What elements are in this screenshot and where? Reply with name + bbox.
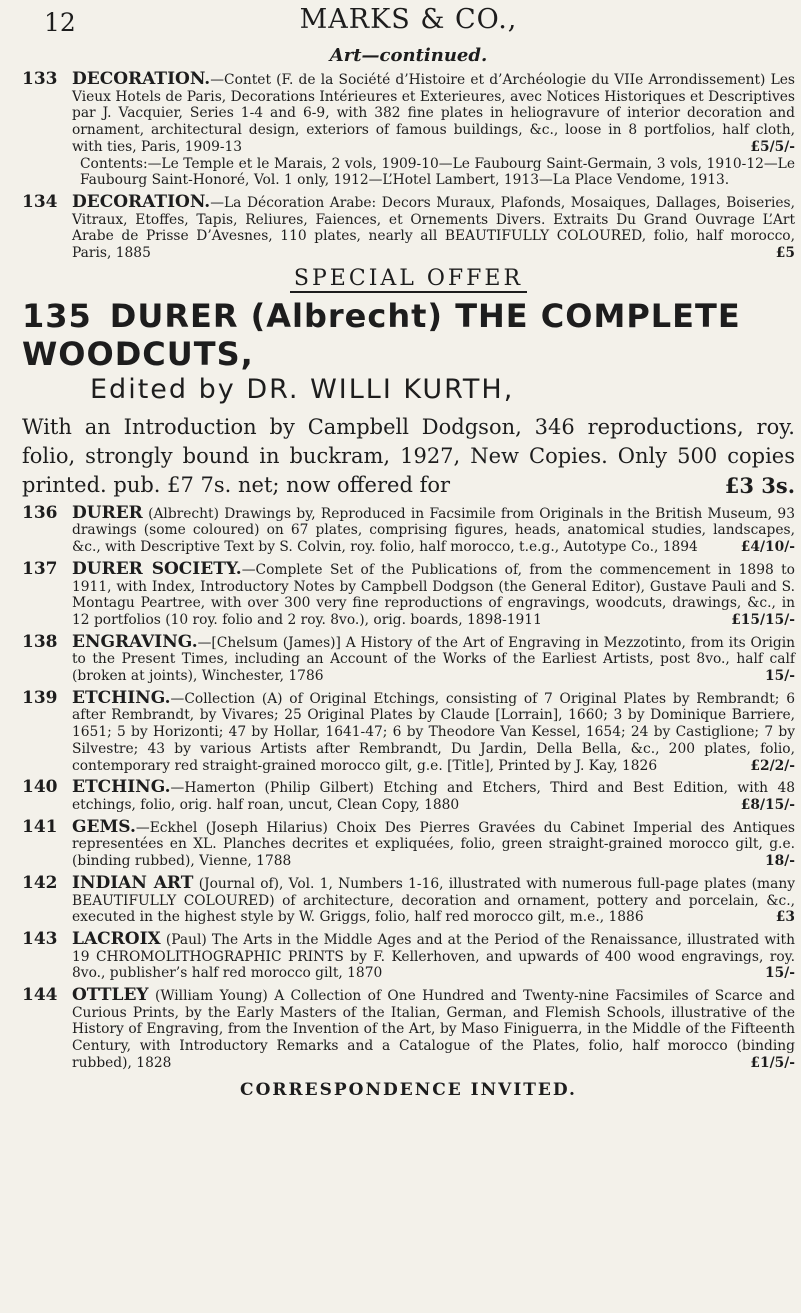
catalogue-entry-138 bbox=[22, 631, 795, 685]
entry-heading: DURER bbox=[72, 502, 143, 523]
entry-contents: Contents:—Le Temple et le Marais, 2 vols, 1909-10—Le Faubourg Saint-Germain, 3 vols, 1910-12—Le Faubourg Saint-Honoré, Vol. 1 only, 1912—L’Hotel Lambert, 1913—La Place Vendome, 1913. bbox=[80, 155, 795, 189]
section-subtitle: Art—continued. bbox=[329, 45, 488, 66]
catalogue-entry-144 bbox=[22, 987, 795, 1072]
entry-price: £2/2/- bbox=[750, 757, 795, 774]
entry-number: 144 bbox=[22, 985, 58, 1006]
entry-heading: ETCHING. bbox=[72, 687, 171, 708]
entry-price: £4/10/- bbox=[740, 539, 795, 556]
special-offer-heading: DURER (Albrecht) THE COMPLETE WOODCUTS, bbox=[22, 296, 741, 373]
entry-heading: ETCHING. bbox=[72, 777, 171, 798]
entry-text: (William Young) A Collection of One Hundred and Twenty-nine Facsimiles of Scarce and Curious Prints, by the Early Masters of the Italian, German, and Flemish Schools, illustrative of the History of Engraving, from the Invention of the Art, by Maso Finiguerra, in the Middle of the Fifteenth Century, with Introductory Remarks and a Catalogue of the Plates, folio, half morocco (binding rubbed), 1828 bbox=[72, 988, 796, 1071]
entry-text: —Eckhel (Joseph Hilarius) Choix Des Pierres Gravées du Cabinet Imperial des Antiques representées en XL. Planches decrites et expliquées, folio, green straight-grained morocco gilt, g.e. (binding rubbed), Vienne, 1788 bbox=[72, 819, 795, 870]
catalogue-entry-136 bbox=[22, 502, 795, 556]
entry-text: Complete Set of the Publications of, from the commencement in 1898 to 1911, with Index, Introductory Notes by Campbell Dodgson (the General Editor), Gustave Pauli and S. Montagu Peartree, with over 300 very fine reproductions of engravings, woodcuts, drawings, &c., in 12 portfolios (10 roy. folio and 2 roy. 8vo.), orig. boards, 1898-1911 bbox=[72, 561, 795, 628]
entry-price: 15/- bbox=[765, 965, 795, 982]
catalogue-entry-135 bbox=[22, 297, 795, 500]
catalogue-entry-143 bbox=[22, 928, 795, 982]
entry-text: —[Chelsum (James)] A History of the Art of Engraving in Mezzotinto, from its Origin to the Present Times, including an Account of the Works of the Earliest Artists, post 8vo., half calf (broken at joints), Winchester, 1786 bbox=[72, 634, 795, 685]
entry-text: (Paul) The Arts in the Middle Ages and at the Period of the Renaissance, illustrated with 19 CHROMOLITHOGRAPHIC PRINTS by F. Kellerhoven, and upwards of 400 wood engravings, roy. 8vo., publisher’s half red morocco gilt, 1870 bbox=[72, 931, 795, 982]
entry-text: —Hamerton (Philip Gilbert) Etching and Etchers, Third and Best Edition, with 48 etchings, folio, orig. half roan, uncut, Clean Copy, 1880 bbox=[72, 780, 795, 813]
entry-text: (Journal of), Vol. 1, Numbers 1-16, illustrated with numerous full-page plates (many BEAUTIFULLY COLOURED) of architecture, decoration and ornament, pottery and porcelain, &c., executed in the highest style by W. Griggs, folio, half red morocco gilt, m.e., 1886 bbox=[72, 875, 795, 926]
entry-price: £5/5/- bbox=[750, 138, 795, 155]
special-offer-description: With an Introduction by Campbell Dodgson, 346 reproductions, roy. folio, strongly bound in buckram, 1927, New Copies. Only 500 copies printed. pub. £7 7s. net; now offered for £3 3s. bbox=[22, 414, 795, 498]
entry-number: 138 bbox=[22, 631, 58, 652]
catalogue-entry-137: 137 DURER SOCIETY.—Complete Set of the Publications of, from the commencement in 1898 to 1911, with Index, Introductory Notes by Campbell Dodgson (the General Editor), Gustave Pauli and S. Montagu Peartree, with over 300 very fine reproductions of engravings, woodcuts, drawings, &c., in 12 portfolios (10 roy. folio and 2 roy. 8vo.), orig. boards, 1898-1911 £15/15/- bbox=[22, 558, 795, 628]
entry-heading: OTTLEY bbox=[72, 985, 149, 1006]
entry-text: —Collection (A) of Original Etchings, consisting of 7 Original Plates by Rembrandt; 6 after Rembrandt, by Vivares; 25 Original Plates by Claude [Lorrain], 1660; 3 by Dominique Barriere, 1651; 5 by Horizonti; 47 by Hollar, 1641-47; 6 by Theodore Van Kessel, 1654; 24 by Castiglione; 7 by Silvestre; 43 by various Artists after Rembrandt, Du Jardin, Della Bella, &c., 200 plates, folio, contemporary red straight-grained morocco gilt, g.e. [Title], Printed by J. Kay, 1826 bbox=[72, 690, 795, 774]
entry-heading: DURER SOCIETY. bbox=[72, 558, 242, 579]
entry-price: £15/15/- bbox=[731, 611, 795, 628]
entry-number: 143 bbox=[22, 928, 58, 949]
entry-price: 18/- bbox=[765, 853, 795, 870]
entry-number: 134 bbox=[22, 191, 58, 212]
entry-number: 139 bbox=[22, 687, 58, 708]
entry-price: £5 bbox=[775, 245, 795, 262]
entry-price: 15/- bbox=[765, 668, 795, 685]
entry-heading: DECORATION. bbox=[72, 69, 211, 89]
catalogue-entry-141 bbox=[22, 816, 795, 870]
entry-text: (Albrecht) Drawings by, Reproduced in Facsimile from Originals in the British Museum, 93 drawings (some coloured) on 67 plates, comprising figures, heads, anatomical studies, landscapes, &c., with Descriptive Text by S. Colvin, roy. folio, half morocco, t.e.g., Autotype Co., 1894 bbox=[72, 505, 795, 556]
entry-heading: LACROIX bbox=[72, 928, 161, 949]
entry-heading: INDIAN ART bbox=[72, 872, 194, 893]
footer-note: CORRESPONDENCE INVITED. bbox=[240, 1079, 577, 1100]
entry-text: —La Décoration Arabe: Decors Muraux, Plafonds, Mosaiques, Dallages, Boiseries, Vitraux, Etoffes, Tapis, Reliures, Faiences, et Ornements Divers. Extraits Du Grand Ouvrage L’Art Arabe de Prisse D’Avesnes, 110 plates, nearly all BEAUTIFULLY COLOURED, folio, half morocco, Paris, 1885 bbox=[72, 194, 795, 262]
entry-number: 140 bbox=[22, 777, 58, 798]
entry-number: 133 bbox=[22, 69, 58, 89]
entry-heading: GEMS. bbox=[72, 816, 136, 837]
entry-text: —Contet (F. de la Société d’Histoire et d’Archéologie du VIIe Arrondissement) Les Vieux Hotels de Paris, Decorations Intérieures et Exterieures, avec Notices Historiques et Descriptives par J. Vacquier, Series 1-4 and 6-9, with 382 fine plates in heliogravure of interior decoration and ornament, architectural design, exteriors of famous buildings, &c., loose in 8 portfolios, half cloth, with ties, Paris, 1909-13 bbox=[72, 72, 795, 155]
entry-number: 142 bbox=[22, 872, 58, 893]
catalogue-entry-140 bbox=[22, 779, 795, 813]
entry-price: £3 bbox=[775, 909, 795, 926]
catalogue-entry-142 bbox=[22, 872, 795, 926]
catalogue-entry-134 bbox=[22, 191, 795, 262]
catalogue-entry-133 bbox=[22, 71, 795, 189]
page-title: MARKS & CO., bbox=[299, 4, 518, 35]
entry-number: 135 bbox=[22, 296, 92, 335]
entry-price: £8/15/- bbox=[740, 796, 795, 813]
entry-heading: ENGRAVING. bbox=[72, 631, 198, 652]
page-number: 12 bbox=[44, 8, 76, 37]
entry-heading: DECORATION. bbox=[72, 191, 211, 212]
entry-number: 136 bbox=[22, 502, 58, 523]
page-header bbox=[22, 0, 795, 44]
special-offer-title bbox=[22, 297, 795, 373]
entry-price: £1/5/- bbox=[750, 1054, 795, 1071]
catalogue-entry-139 bbox=[22, 687, 795, 775]
special-offer-editor: Edited by DR. WILLI KURTH, bbox=[90, 373, 515, 405]
special-offer-price: £3 3s. bbox=[724, 472, 795, 498]
special-offer-label: SPECIAL OFFER bbox=[22, 266, 795, 291]
entry-number: 141 bbox=[22, 816, 58, 837]
entry-number: 137 bbox=[22, 558, 58, 579]
